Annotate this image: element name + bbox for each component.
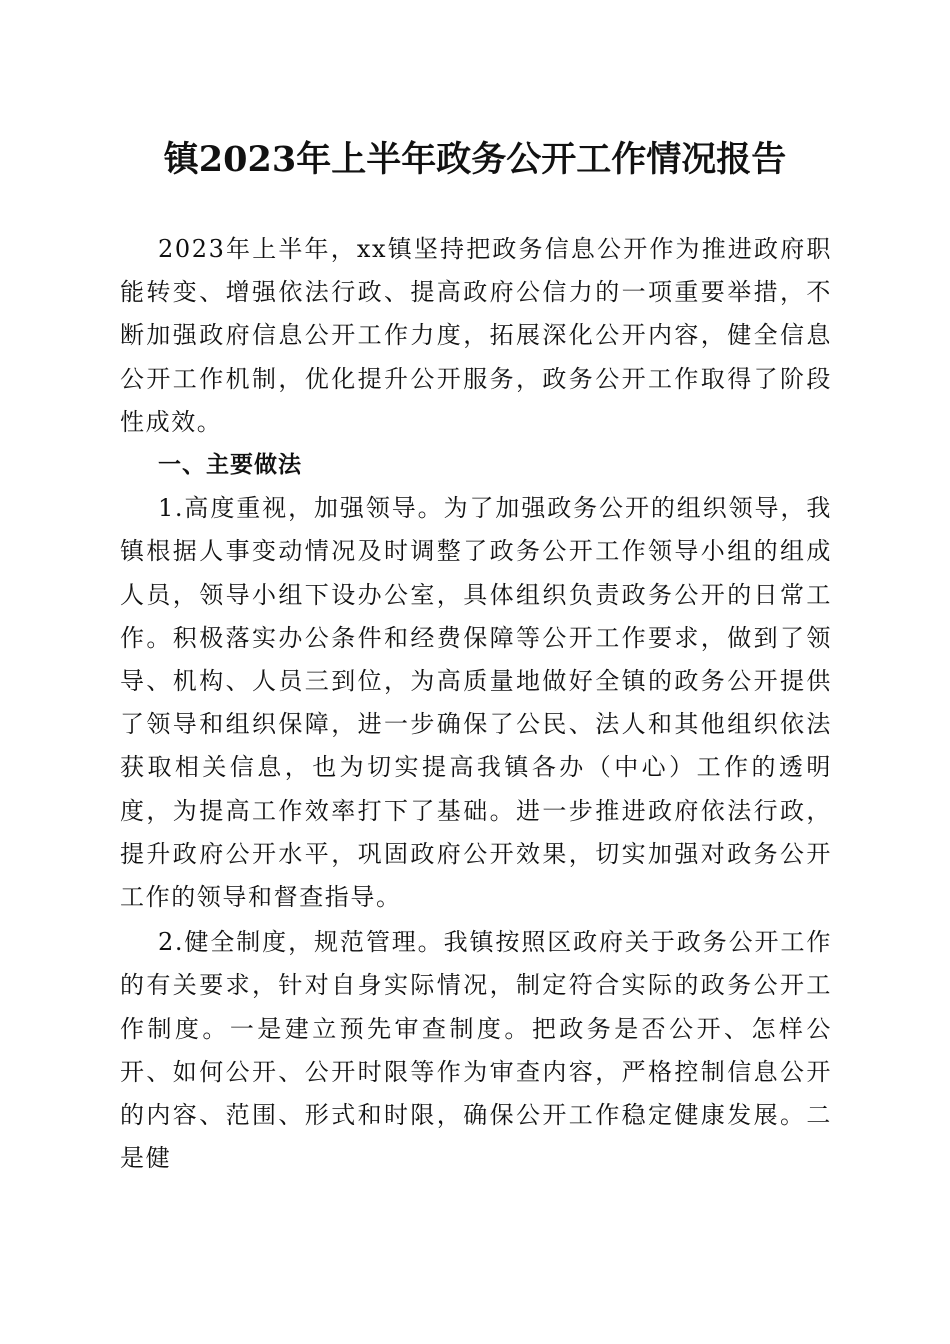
- document-title: 镇2023年上半年政务公开工作情况报告: [163, 139, 787, 180]
- document-body: [120, 228, 832, 1180]
- item-paragraph-1: 1.高度重视，加强领导。为了加强政务公开的组织领导，我镇根据人事变动情况及时调整了政务公开工作领导小组的组成人员，领导小组下设办公室，具体组织负责政务公开的日常工作。积极落实办公条件和经费保障等公开工作要求，做到了领导、机构、人员三到位，为高质量地做好全镇的政务公开提供了领导和组织保障，进一步确保了公民、法人和其他组织依法获取相关信息，也为切实提高我镇各办（中心）工作的透明度，为提高工作效率打下了基础。进一步推进政府依法行政，提升政府公开水平，巩固政府公开效果，切实加强对政务公开工作的领导和督查指导。: [120, 494, 832, 912]
- section-heading: 一、主要做法: [158, 452, 302, 479]
- item-paragraph-2: 2.健全制度，规范管理。我镇按照区政府关于政务公开工作的有关要求，针对自身实际情况，制定符合实际的政务公开工作制度。一是建立预先审查制度。把政务是否公开、怎样公开、如何公开、公开时限等作为审查内容，严格控制信息公开的内容、范围、形式和时限，确保公开工作稳定健康发展。二是健: [120, 928, 832, 1173]
- intro-paragraph: 2023年上半年，xx镇坚持把政务信息公开作为推进政府职能转变、增强依法行政、提高政府公信力的一项重要举措，不断加强政府信息公开工作力度，拓展深化公开内容，健全信息公开工作机制，优化提升公开服务，政务公开工作取得了阶段性成效。: [120, 235, 832, 436]
